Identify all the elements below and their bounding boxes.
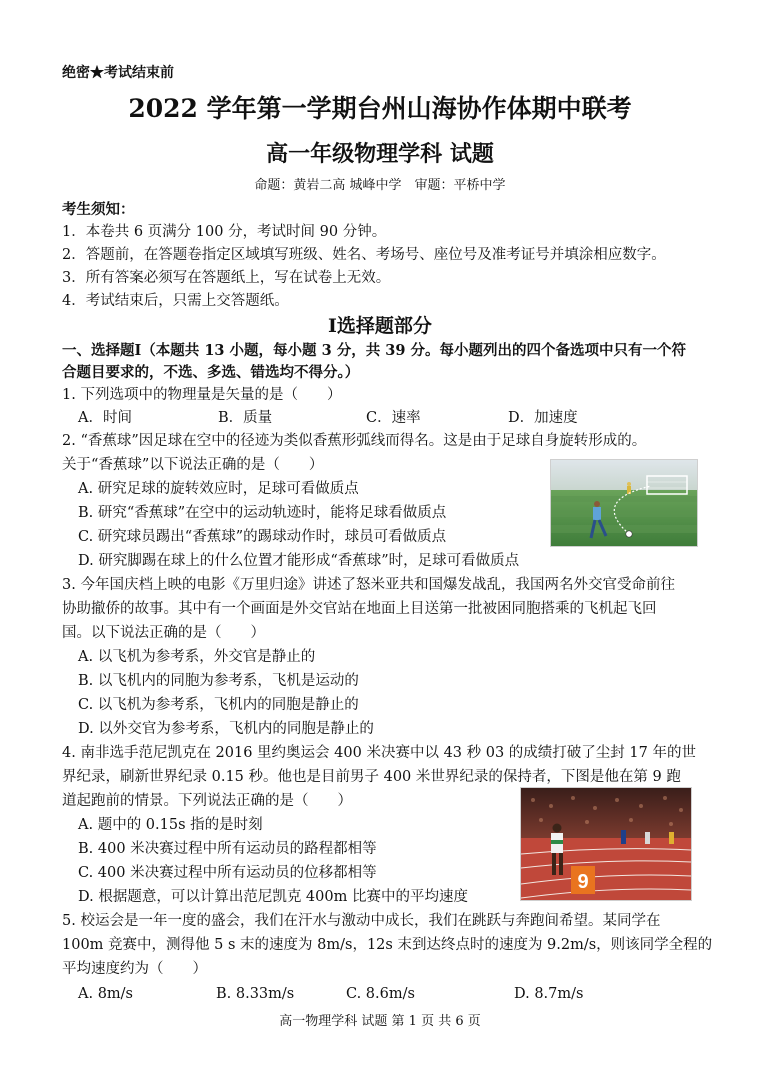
question-5-stem: 100m 竞赛中，测得他 5 s 末的速度为 8m/s，12s 末到达终点时的速度为 9.2m/s，则该同学全程的 xyxy=(62,937,713,953)
q2-option-d: D. 研究脚踢在球上的什么位置才能形成“香蕉球”时，足球可看做质点 xyxy=(78,553,520,569)
question-5-stem: 5. 校运会是一年一度的盛会，我们在汗水与激动中成长，我们在跳跃与奔跑间希望。某同学在 xyxy=(62,913,661,929)
q3-option-b: B. 以飞机内的同胞为参考系，飞机是运动的 xyxy=(78,673,359,689)
q4-option-a: A. 题中的 0.15s 指的是时刻 xyxy=(78,817,263,833)
notice-item: 2．答题前，在答题卷指定区域填写班级、姓名、考场号、座位号及准考证号并填涂相应数字。 xyxy=(62,247,666,263)
q2-option-a: A. 研究足球的旋转效应时，足球可看做质点 xyxy=(78,481,359,497)
q1-option-c: C．速率 xyxy=(366,410,421,426)
question-1-stem: 1. 下列选项中的物理量是矢量的是（ ） xyxy=(62,387,342,403)
q2-option-c: C. 研究球员踢出“香蕉球”的踢球动作时，球员可看做质点 xyxy=(78,529,447,545)
notice-heading: 考生须知： xyxy=(62,201,135,218)
q1-option-d: D．加速度 xyxy=(508,410,578,426)
notice-item: 4．考试结束后，只需上交答题纸。 xyxy=(62,293,289,309)
q5-option-a: A. 8m/s xyxy=(78,986,133,1002)
q5-option-d: D. 8.7m/s xyxy=(514,986,584,1002)
q1-option-a: A．时间 xyxy=(78,410,132,426)
q5-option-b: B. 8.33m/s xyxy=(216,986,295,1002)
question-4-stem: 道起跑前的情景。下列说法正确的是（ ） xyxy=(62,793,352,809)
lane-number-label: 9 xyxy=(577,871,589,893)
notice-item: 3．所有答案必须写在答题纸上，写在试卷上无效。 xyxy=(62,270,391,286)
section-title: Ⅰ选择题部分 xyxy=(328,315,432,337)
q2-option-b: B. 研究“香蕉球”在空中的运动轨迹时，能将足球看做质点 xyxy=(78,505,447,521)
question-4-stem: 界纪录，刷新世界纪录 0.15 秒。他也是目前男子 400 米世界纪录的保持者，下图是他在第 9 跑 xyxy=(62,769,681,785)
sprinter-start-photo xyxy=(520,787,692,901)
q4-option-c: C. 400 米决赛过程中所有运动员的位移都相等 xyxy=(78,865,377,881)
q3-option-d: D. 以外交官为参考系，飞机内的同胞是静止的 xyxy=(78,721,374,737)
section-instruction: 一、选择题Ⅰ（本题共 13 小题，每小题 3 分，共 39 分。每小题列出的四个备选项中只有一个符 xyxy=(62,342,687,359)
q4-option-d: D. 根据题意，可以计算出范尼凯克 400m 比赛中的平均速度 xyxy=(78,889,468,905)
q1-option-b: B．质量 xyxy=(218,410,273,426)
page-footer: 高一物理学科 试题 第 1 页 共 6 页 xyxy=(279,1014,481,1029)
q3-option-c: C. 以飞机为参考系，飞机内的同胞是静止的 xyxy=(78,697,359,713)
question-3-stem: 3. 今年国庆档上映的电影《万里归途》讲述了怒米亚共和国爆发战乱，我国两名外交官受命前往 xyxy=(62,577,675,593)
q4-option-b: B. 400 米决赛过程中所有运动员的路程都相等 xyxy=(78,841,377,857)
q3-option-a: A. 以飞机为参考系，外交官是静止的 xyxy=(78,649,316,665)
exam-subtitle: 高一年级物理学科 试题 xyxy=(266,141,494,167)
authors-line: 命题：黄岩二高 城峰中学 审题：平桥中学 xyxy=(254,178,506,193)
confidential-label: 绝密★考试结束前 xyxy=(62,65,174,81)
exam-title: 2022 学年第一学期台州山海协作体期中联考 xyxy=(128,94,632,123)
question-4-stem: 4. 南非选手范尼凯克在 2016 里约奥运会 400 米决赛中以 43 秒 03 的成绩打破了尘封 17 年的世 xyxy=(62,745,696,761)
question-2-stem: 2. “香蕉球”因足球在空中的径迹为类似香蕉形弧线而得名。这是由于足球自身旋转形成的。 xyxy=(62,433,647,449)
notice-item: 1．本卷共 6 页满分 100 分，考试时间 90 分钟。 xyxy=(62,224,387,240)
section-instruction: 合题目要求的，不选、多选、错选均不得分。） xyxy=(62,364,360,381)
banana-kick-photo xyxy=(550,459,698,547)
question-3-stem: 协助撤侨的故事。其中有一个画面是外交官站在地面上目送第一批被困同胞搭乘的飞机起飞回 xyxy=(62,601,657,617)
question-2-stem: 关于“香蕉球”以下说法正确的是（ ） xyxy=(62,457,324,473)
q5-option-c: C. 8.6m/s xyxy=(346,986,415,1002)
question-5-stem: 平均速度约为（ ） xyxy=(62,961,207,977)
question-3-stem: 国。以下说法正确的是（ ） xyxy=(62,625,265,641)
